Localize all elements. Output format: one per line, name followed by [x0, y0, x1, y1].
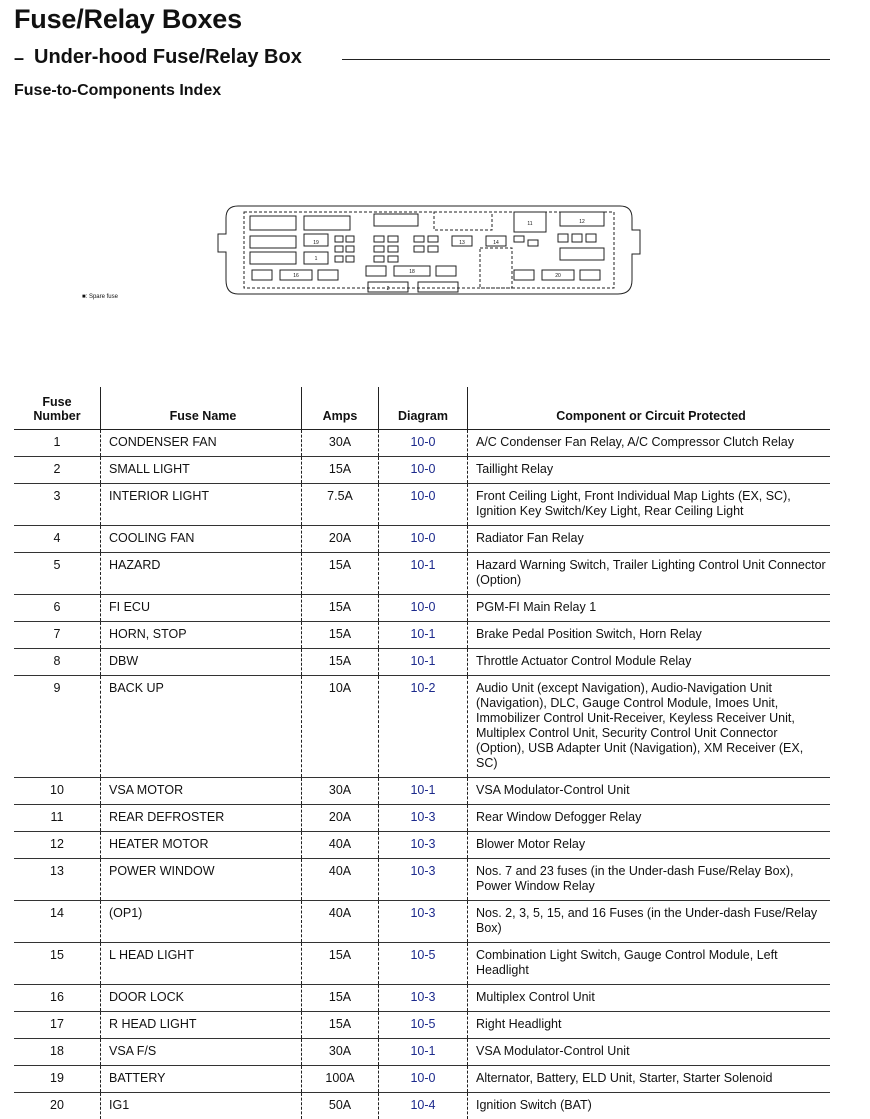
table-row	[14, 778, 830, 805]
fuse-component: Brake Pedal Position Switch, Horn Relay	[468, 622, 831, 649]
fuse-component: Taillight Relay	[468, 457, 831, 484]
fuse-diagram: 10-1	[379, 622, 468, 649]
diagram-fuse-label: 2	[387, 286, 390, 292]
fuse-diagram: 10-5	[379, 943, 468, 985]
fuse-diagram: 10-0	[379, 595, 468, 622]
fuse-component: Audio Unit (except Navigation), Audio-Navigation Unit (Navigation), DLC, Gauge Control Module, Imoes Unit, Immobilizer Control Unit-Receiver, Keyless Receiver Unit, Multiplex Control Unit, Security Control Unit Connector (Option), USB Adapter Unit (Navigation), XM Receiver (EX, SC)	[468, 676, 831, 778]
fuse-name: POWER WINDOW	[101, 859, 302, 901]
spare-fuse-caption: ■: Spare fuse	[82, 294, 119, 300]
fuse-diagram: 10-0	[379, 484, 468, 526]
diagram-fuse-label: 16	[293, 273, 299, 279]
diagram-fuse-label: 12	[579, 219, 585, 225]
fuse-amps: 30A	[302, 430, 379, 457]
table-row	[14, 622, 830, 649]
fuse-component: A/C Condenser Fan Relay, A/C Compressor Clutch Relay	[468, 430, 831, 457]
subtitle-row	[14, 46, 830, 72]
table-row	[14, 553, 830, 595]
fuse-name: FI ECU	[101, 595, 302, 622]
fuse-number: 2	[14, 457, 101, 484]
fuse-name: IG1	[101, 1093, 302, 1119]
fuse-name: DBW	[101, 649, 302, 676]
diagram-fuse-label: 13	[459, 240, 465, 246]
fuse-number: 18	[14, 1039, 101, 1066]
fuse-component: Front Ceiling Light, Front Individual Map Lights (EX, SC), Ignition Key Switch/Key Light, Rear Ceiling Light	[468, 484, 831, 526]
fuse-diagram: 10-3	[379, 859, 468, 901]
fuse-index-table	[14, 387, 830, 1119]
fuse-name: COOLING FAN	[101, 526, 302, 553]
diagram-fuse-label: 14	[493, 240, 499, 246]
section-title: Fuse-to-Components Index	[14, 82, 221, 100]
fuse-number: 16	[14, 985, 101, 1012]
fuse-diagram: 10-0	[379, 1066, 468, 1093]
fuse-amps: 50A	[302, 1093, 379, 1119]
fuse-amps: 30A	[302, 778, 379, 805]
table-row	[14, 430, 830, 457]
diagram-fuse-label: 11	[527, 221, 532, 227]
fuse-number: 5	[14, 553, 101, 595]
fuse-component: VSA Modulator-Control Unit	[468, 1039, 831, 1066]
diagram-fuse-label: 20	[555, 273, 561, 279]
fuse-amps: 40A	[302, 901, 379, 943]
fuse-component: Nos. 7 and 23 fuses (in the Under-dash Fuse/Relay Box), Power Window Relay	[468, 859, 831, 901]
fuse-number: 10	[14, 778, 101, 805]
fuse-number: 3	[14, 484, 101, 526]
page-title: Fuse/Relay Boxes	[14, 4, 242, 35]
fuse-component: Rear Window Defogger Relay	[468, 805, 831, 832]
fuse-component: Blower Motor Relay	[468, 832, 831, 859]
table-row	[14, 901, 830, 943]
fuse-name: VSA MOTOR	[101, 778, 302, 805]
fuse-amps: 15A	[302, 1012, 379, 1039]
fuse-diagram: 10-0	[379, 526, 468, 553]
fuse-amps: 20A	[302, 805, 379, 832]
table-header-row	[14, 387, 830, 430]
fuse-number: 13	[14, 859, 101, 901]
table-row	[14, 649, 830, 676]
fuse-name: REAR DEFROSTER	[101, 805, 302, 832]
col-header-component: Component or Circuit Protected	[468, 387, 831, 430]
fuse-component: Radiator Fan Relay	[468, 526, 831, 553]
fuse-diagram: 10-4	[379, 1093, 468, 1119]
fuse-box-drawing	[60, 190, 660, 310]
fuse-number: 6	[14, 595, 101, 622]
subtitle-dash: –	[14, 48, 24, 69]
fuse-number: 20	[14, 1093, 101, 1119]
fuse-number: 14	[14, 901, 101, 943]
fuse-number: 17	[14, 1012, 101, 1039]
table-row	[14, 1066, 830, 1093]
fuse-number: 4	[14, 526, 101, 553]
fuse-number: 9	[14, 676, 101, 778]
fuse-amps: 15A	[302, 595, 379, 622]
fuse-diagram: 10-3	[379, 805, 468, 832]
fuse-diagram: 10-0	[379, 457, 468, 484]
fuse-name: HAZARD	[101, 553, 302, 595]
fuse-number: 19	[14, 1066, 101, 1093]
fuse-number: 1	[14, 430, 101, 457]
diagram-fuse-label: 18	[409, 269, 415, 275]
table-row	[14, 1093, 830, 1119]
fuse-component: PGM-FI Main Relay 1	[468, 595, 831, 622]
fuse-diagram: 10-1	[379, 553, 468, 595]
fuse-diagram: 10-2	[379, 676, 468, 778]
fuse-component: Alternator, Battery, ELD Unit, Starter, Starter Solenoid	[468, 1066, 831, 1093]
fuse-name: SMALL LIGHT	[101, 457, 302, 484]
fuse-name: DOOR LOCK	[101, 985, 302, 1012]
diagram-fuse-label: 1	[315, 256, 318, 262]
table-row	[14, 595, 830, 622]
table-row	[14, 832, 830, 859]
fuse-component: Throttle Actuator Control Module Relay	[468, 649, 831, 676]
table-row	[14, 859, 830, 901]
col-header-number: Fuse Number	[14, 387, 101, 430]
fuse-component: Ignition Switch (BAT)	[468, 1093, 831, 1119]
fuse-name: INTERIOR LIGHT	[101, 484, 302, 526]
fuse-component: Hazard Warning Switch, Trailer Lighting Control Unit Connector (Option)	[468, 553, 831, 595]
fuse-amps: 15A	[302, 553, 379, 595]
table-row	[14, 484, 830, 526]
fuse-name: R HEAD LIGHT	[101, 1012, 302, 1039]
table-row	[14, 1012, 830, 1039]
table-row	[14, 805, 830, 832]
table-row	[14, 1039, 830, 1066]
fuse-number: 8	[14, 649, 101, 676]
fuse-amps: 15A	[302, 649, 379, 676]
fuse-name: CONDENSER FAN	[101, 430, 302, 457]
fuse-number: 15	[14, 943, 101, 985]
fuse-number: 12	[14, 832, 101, 859]
fuse-number: 7	[14, 622, 101, 649]
fuse-name: BACK UP	[101, 676, 302, 778]
fuse-component: Nos. 2, 3, 5, 15, and 16 Fuses (in the Under-dash Fuse/Relay Box)	[468, 901, 831, 943]
fuse-diagram: 10-3	[379, 832, 468, 859]
fuse-amps: 100A	[302, 1066, 379, 1093]
diagram-fuse-label: 19	[313, 240, 319, 246]
fuse-number: 11	[14, 805, 101, 832]
fuse-diagram: 10-3	[379, 901, 468, 943]
col-header-name: Fuse Name	[101, 387, 302, 430]
table-row	[14, 457, 830, 484]
fuse-amps: 40A	[302, 832, 379, 859]
col-header-diagram: Diagram	[379, 387, 468, 430]
table-row	[14, 526, 830, 553]
fuse-amps: 15A	[302, 457, 379, 484]
fuse-amps: 10A	[302, 676, 379, 778]
fuse-rows	[14, 430, 830, 1119]
col-header-amps: Amps	[302, 387, 379, 430]
table-row	[14, 676, 830, 778]
fuse-diagram: 10-0	[379, 430, 468, 457]
subtitle-rule	[342, 59, 830, 60]
fuse-amps: 7.5A	[302, 484, 379, 526]
fuse-amps: 15A	[302, 622, 379, 649]
fuse-name: BATTERY	[101, 1066, 302, 1093]
fuse-amps: 15A	[302, 943, 379, 985]
fuse-diagram: 10-5	[379, 1012, 468, 1039]
subtitle: Under-hood Fuse/Relay Box	[34, 46, 302, 69]
fuse-name: VSA F/S	[101, 1039, 302, 1066]
table-row	[14, 985, 830, 1012]
fuse-box-diagram	[60, 190, 660, 310]
fuse-amps: 40A	[302, 859, 379, 901]
fuse-diagram: 10-3	[379, 985, 468, 1012]
fuse-diagram: 10-1	[379, 649, 468, 676]
fuse-amps: 30A	[302, 1039, 379, 1066]
fuse-amps: 20A	[302, 526, 379, 553]
table-row	[14, 943, 830, 985]
fuse-diagram: 10-1	[379, 778, 468, 805]
fuse-name: (OP1)	[101, 901, 302, 943]
fuse-amps: 15A	[302, 985, 379, 1012]
fuse-component: Combination Light Switch, Gauge Control Module, Left Headlight	[468, 943, 831, 985]
fuse-component: Right Headlight	[468, 1012, 831, 1039]
fuse-name: HEATER MOTOR	[101, 832, 302, 859]
fuse-name: HORN, STOP	[101, 622, 302, 649]
fuse-name: L HEAD LIGHT	[101, 943, 302, 985]
fuse-component: Multiplex Control Unit	[468, 985, 831, 1012]
fuse-component: VSA Modulator-Control Unit	[468, 778, 831, 805]
fuse-diagram: 10-1	[379, 1039, 468, 1066]
